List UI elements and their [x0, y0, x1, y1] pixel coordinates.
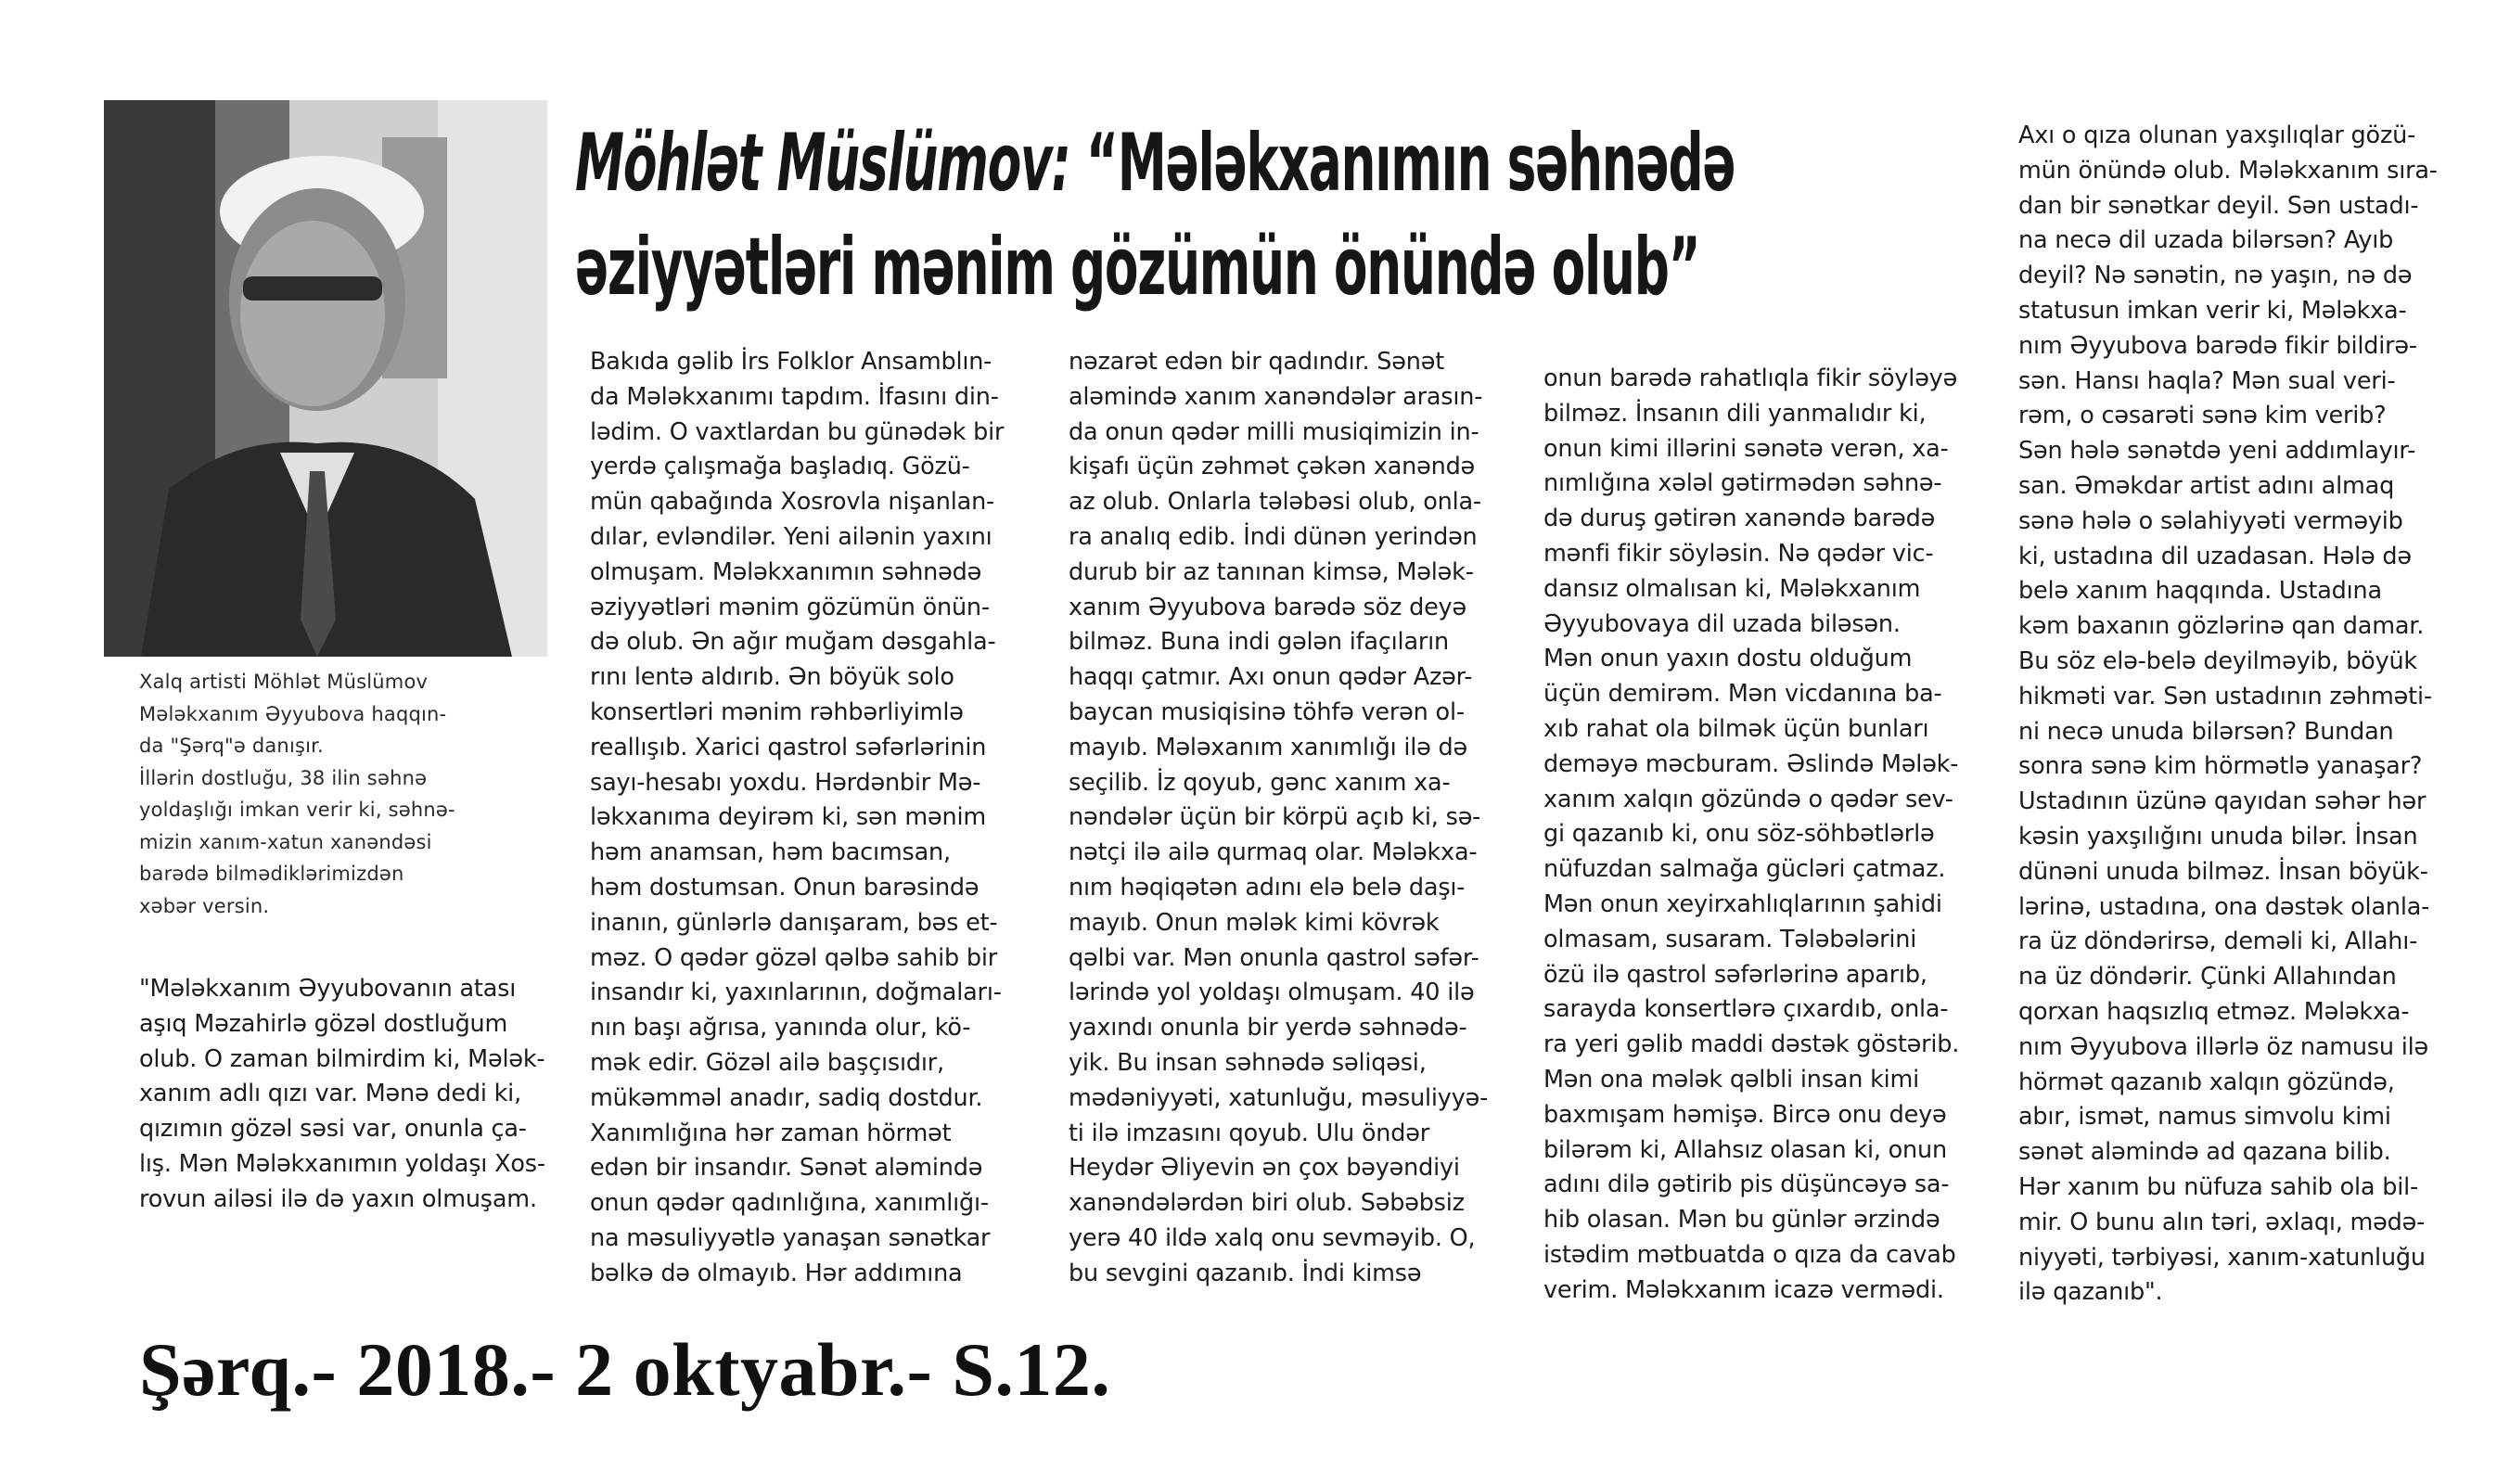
article-text-line: yik. Bu insan səhnədə səliqəsi,: [1069, 1048, 1427, 1077]
article-text-line: rəm, o cəsarəti sənə kim verib?: [2018, 402, 2387, 430]
article-text-line: hib olasan. Mən bu günlər ərzində: [1543, 1206, 1940, 1235]
article-text-line: mün önündə olub. Mələkxanım sıra-: [2018, 156, 2438, 185]
article-text-line: Sən hələ sənətdə yeni addımlayır-: [2018, 437, 2416, 466]
article-text-line: onun kimi illərini sənətə verən, xa-: [1543, 434, 1949, 463]
article-text-line: Mən onun yaxın dostu olduğum: [1543, 645, 1913, 673]
article-text-line: belə xanım haqqında. Ustadına: [2018, 577, 2382, 606]
article-text-line: xıb rahat ola bilmək üçün bunları: [1543, 714, 1929, 743]
article-column-2: [590, 345, 1004, 1292]
article-text-line: sarayda konsertlərə çıxardıb, onla-: [1543, 995, 1949, 1024]
article-text-line: Mən onun xeyirxahlıqlarının şahidi: [1543, 889, 1942, 918]
article-text-line: mayıb. Mələxanım xanımlığı ilə də: [1069, 733, 1468, 761]
article-text-line: haqqı çatmır. Axı onun qədər Azər-: [1069, 663, 1473, 692]
article-text-line: yaxındı onunla bir yerdə səhnədə-: [1069, 1014, 1467, 1043]
article-text-line: onun qədər qadınlığına, xanımlığı-: [590, 1189, 989, 1218]
article-text-line: deyil? Nə sənətin, nə yaşın, nə də: [2018, 262, 2413, 290]
article-text-line: olub. O zaman bilmirdim ki, Mələk-: [139, 1044, 545, 1073]
article-text-line: kəm baxanın gözlərinə qan damar.: [2018, 612, 2425, 641]
article-column-1: [139, 972, 545, 1218]
caption-line: Xalq artisti Möhlət Müslümov: [139, 671, 429, 693]
article-text-line: deməyə məcburam. Əslində Mələk-: [1543, 749, 1959, 778]
article-text-line: ki, ustadına dil uzadasan. Hələ də: [2018, 542, 2412, 570]
article-text-line: insandır ki, yaxınlarının, doğmaları-: [590, 979, 1002, 1007]
article-text-line: dünəni unuda bilməz. İnsan böyük-: [2018, 857, 2428, 886]
article-text-line: həm anamsan, həm bacımsan,: [590, 838, 951, 867]
article-text-line: onun barədə rahatlıqla fikir söyləyə: [1543, 365, 1958, 392]
article-text-line: nətçi ilə ailə qurmaq olar. Mələkxa-: [1069, 838, 1478, 867]
article-text-line: xanım Əyyubova barədə söz deyə: [1069, 593, 1466, 621]
article-text-line: Bu söz elə-belə deyilməyib, böyük: [2018, 646, 2418, 675]
article-text-line: nım Əyyubova barədə fikir bildirə-: [2018, 331, 2417, 360]
article-text-line: xanım adlı qızı var. Mənə dedi ki,: [139, 1080, 521, 1108]
article-text-line: nəzarət edən bir qadındır. Sənət: [1069, 348, 1445, 376]
article-text-line: yerə 40 ildə xalq onu sevməyib. O,: [1069, 1223, 1476, 1252]
article-text-line: ləkxanıma deyirəm ki, sən mənim: [590, 803, 986, 832]
article-text-line: rını lentə aldırıb. Ən böyük solo: [590, 663, 954, 692]
article-text-line: də duruş gətirən xanəndə barədə: [1543, 505, 1936, 533]
article-text-line: ra üz döndərirsə, deməli ki, Allahı-: [2018, 928, 2418, 956]
article-text-line: niyyəti, tərbiyəsi, xanım-xatunluğu: [2018, 1243, 2426, 1272]
article-text-line: kişafı üçün zəhmət çəkən xanəndə: [1069, 453, 1476, 481]
article-column-4: [1543, 362, 1959, 1309]
article-text-line: abır, ismət, namus simvolu kimi: [2018, 1103, 2391, 1132]
article-text-line: az olub. Onlarla tələbəsi olub, onla-: [1069, 488, 1481, 517]
article-text-line: dılar, evləndilər. Yeni ailənin yaxını: [590, 522, 992, 551]
article-text-line: nım həqiqətən adını elə belə daşı-: [1069, 873, 1466, 902]
article-text-line: kəsin yaxşılığını unuda bilər. İnsan: [2018, 822, 2418, 851]
article-text-line: sənət aləmində ad qazana bilib.: [2018, 1138, 2391, 1167]
article-text-line: nımlığına xələl gətirmədən səhnə-: [1543, 469, 1942, 498]
article-text-line: yerdə çalışmağa başladıq. Gözü-: [590, 453, 970, 481]
article-text-line: Mən ona mələk qəlbli insan kimi: [1543, 1065, 1920, 1094]
portrait-photo: [104, 100, 547, 657]
article-text-line: rovun ailəsi ilə də yaxın olmuşam.: [139, 1184, 537, 1213]
article-text-line: sən. Hansı haqla? Mən sual veri-: [2018, 366, 2396, 395]
article-text-line: ra analıq edib. İndi dünən yerindən: [1069, 522, 1478, 551]
article-text-line: adını dilə gətirib pis düşüncəyə sa-: [1543, 1171, 1950, 1199]
article-text-line: xanım xalqın gözündə o qədər sev-: [1543, 785, 1953, 813]
caption-line: xəbər versin.: [139, 894, 270, 917]
article-text-line: lış. Mən Mələkxanımın yoldaşı Xos-: [139, 1149, 545, 1178]
article-text-line: nəndələr üçün bir körpü açıb ki, sə-: [1069, 803, 1481, 832]
headline-quote-start: “Mələkxanımın səhnədə: [1085, 117, 1735, 210]
article-text-line: ilə qazanıb".: [2018, 1278, 2163, 1307]
article-text-line: mün qabağında Xosrovla nişanlan-: [590, 488, 995, 517]
article-text-line: dan bir sənətkar deyil. Sən ustadı-: [2018, 191, 2419, 220]
article-text-line: lərinə, ustadına, ona dəstək olanla-: [2018, 892, 2430, 921]
article-text-line: üçün demirəm. Mən vicdanına ba-: [1543, 680, 1942, 709]
article-text-line: ra yeri gəlib maddi dəstək göstərib.: [1543, 1030, 1960, 1059]
article-text-line: hikməti var. Sən ustadının zəhməti-: [2018, 682, 2432, 710]
source-citation: Şərq.- 2018.- 2 oktyabr.- S.12.: [139, 1327, 1111, 1412]
article-text-line: na üz döndərir. Çünki Allahından: [2018, 963, 2397, 991]
article-text-line: na necə dil uzada bilərsən? Ayıb: [2018, 226, 2394, 255]
article-text-line: Ustadının üzünə qayıdan səhər hər: [2018, 787, 2427, 816]
article-text-line: baycan musiqisinə töhfə verən ol-: [1069, 697, 1465, 726]
article-text-line: konsertləri mənim rəhbərliyimlə: [590, 697, 964, 726]
article-text-line: xanəndələrdən biri olub. Səbəbsiz: [1069, 1189, 1465, 1218]
article-text-line: durub bir az tanınan kimsə, Mələk-: [1069, 557, 1474, 586]
portrait-illustration: [104, 100, 547, 657]
article-text-line: nüfuzdan salmağa gücləri çatmaz.: [1543, 855, 1946, 884]
article-text-line: nın başı ağrısa, yanında olur, kö-: [590, 1014, 971, 1043]
article-text-line: bilməz. İnsanın dili yanmalıdır ki,: [1543, 399, 1927, 428]
caption-line: da "Şərq"ə danışır.: [139, 735, 324, 757]
article-text-line: bilərəm ki, Allahsız olasan ki, onun: [1543, 1135, 1947, 1164]
article-text-line: aşıq Məzahirlə gözəl dostluğum: [139, 1009, 508, 1038]
article-text-line: seçilib. İz qoyub, gənc xanım xa-: [1069, 768, 1451, 797]
article-text-line: özü ilə qastrol səfərlərinə aparıb,: [1543, 960, 1927, 989]
article-text-line: olmuşam. Mələkxanımın səhnədə: [590, 557, 982, 586]
article-text-line: mədəniyyəti, xatunluğu, məsuliyyə-: [1069, 1083, 1489, 1112]
article-text-line: olmasam, susaram. Tələbələrini: [1543, 925, 1917, 953]
article-text-line: "Mələkxanım Əyyubovanın atası: [139, 975, 517, 1003]
caption-line: İllərin dostluğu, 38 ilin səhnə: [139, 766, 428, 789]
article-text-line: qorxan haqsızlıq etməz. Mələkxa-: [2018, 997, 2410, 1026]
article-text-line: sənə hələ o səlahiyyəti verməyib: [2018, 506, 2403, 535]
headline-line-2: əziyyətləri mənim gözümün önündə olub”: [575, 221, 1700, 313]
article-text-line: da onun qədər milli musiqimizin in-: [1069, 417, 1479, 446]
caption-line: yoldaşlığı imkan verir ki, səhnə-: [139, 799, 455, 821]
article-text-line: Heydər Əliyevin ən çox bəyəndiyi: [1069, 1154, 1460, 1183]
article-text-line: mayıb. Onun mələk kimi kövrək: [1069, 908, 1440, 937]
article-text-line: mükəmməl anadır, sadiq dostdur.: [590, 1083, 983, 1112]
article-text-line: Bakıda gəlib İrs Folklor Ansamblın-: [590, 348, 992, 376]
article-text-line: qəlbi var. Mən onunla qastrol səfər-: [1069, 943, 1479, 972]
article-text-line: qızımın gözəl səsi var, onunla ça-: [139, 1115, 527, 1144]
caption-line: barədə bilmədiklərimizdən: [139, 863, 404, 885]
article-text-line: dansız olmalısan ki, Mələkxanım: [1543, 574, 1921, 603]
headline-line-1: [575, 111, 1735, 215]
photo-caption: [139, 666, 557, 922]
article-text-line: baxmışam həmişə. Bircə onu deyə: [1543, 1100, 1947, 1129]
article-text-line: əziyyətləri mənim gözümün önün-: [590, 593, 990, 621]
article-text-line: lədim. O vaxtlardan bu günədək bir: [590, 417, 1005, 446]
article-text-line: mənfi fikir söyləsin. Nə qədər vic-: [1543, 539, 1934, 568]
article-text-line: verim. Mələkxanım icazə vermədi.: [1543, 1275, 1944, 1304]
article-text-line: da Mələkxanımı tapdım. İfasını din-: [590, 382, 999, 411]
article-text-line: Əyyubovaya dil uzada biləsən.: [1543, 609, 1901, 638]
article-text-line: na məsuliyyətlə yanaşan sənətkar: [590, 1223, 991, 1252]
article-text-line: bu sevgini qazanıb. İndi kimsə: [1069, 1259, 1422, 1287]
caption-line: mizin xanım-xatun xanəndəsi: [139, 830, 432, 853]
article-text-line: gi qazanıb ki, onu söz-söhbətlərlə: [1543, 820, 1935, 849]
article-text-line: bəlkə də olmayıb. Hər addımına: [590, 1259, 963, 1287]
article-text-line: ni necə unuda bilərsən? Bundan: [2018, 717, 2394, 746]
article-text-line: Axı o qıza olunan yaxşılıqlar gözü-: [2018, 122, 2416, 149]
article-text-line: mir. O bunu alın təri, əxlaqı, mədə-: [2018, 1208, 2426, 1236]
article-text-line: san. Əməkdar artist adını almaq: [2018, 471, 2395, 500]
article-text-line: məz. O qədər gözəl qəlbə sahib bir: [590, 943, 998, 972]
article-text-line: də olub. Ən ağır muğam dəsgahla-: [590, 628, 996, 657]
article-text-line: mək edir. Gözəl ailə başçısıdır,: [590, 1048, 944, 1077]
article-text-line: reallışıb. Xarici qastrol səfərlərinin: [590, 733, 987, 761]
article-column-5: [2018, 119, 2438, 1311]
article-text-line: həm dostumsan. Onun barəsində: [590, 873, 980, 902]
article-text-line: lərində yol yoldaşı olmuşam. 40 ilə: [1069, 979, 1475, 1007]
headline-author: Möhlət Müslümov:: [575, 117, 1070, 210]
article-text-line: inanın, günlərlə danışaram, bəs et-: [590, 908, 998, 937]
caption-line: Mələkxanım Əyyubova haqqın-: [139, 702, 447, 725]
article-text-line: nım Əyyubova illərlə öz namusu ilə: [2018, 1032, 2429, 1061]
article-text-line: ti ilə imzasını qoyub. Ulu öndər: [1069, 1119, 1429, 1147]
article-column-3: [1069, 345, 1488, 1292]
article-text-line: bilməz. Buna indi gələn ifaçıların: [1069, 628, 1450, 657]
article-text-line: Xanımlığına hər zaman hörmət: [590, 1119, 952, 1147]
article-text-line: Hər xanım bu nüfuza sahib ola bil-: [2018, 1172, 2419, 1201]
article-text-line: statusun imkan verir ki, Mələkxa-: [2018, 296, 2407, 325]
article-text-line: edən bir insandır. Sənət aləmində: [590, 1154, 983, 1183]
article-text-line: aləmində xanım xanəndələr arasın-: [1069, 382, 1483, 411]
article-text-line: hörmət qazanıb xalqın gözündə,: [2018, 1068, 2395, 1096]
article-text-line: sayı-hesabı yoxdu. Hərdənbir Mə-: [590, 768, 981, 797]
article-text-line: istədim mətbuatda o qıza da cavab: [1543, 1240, 1956, 1269]
article-headline: [575, 111, 1735, 319]
article-text-line: sonra sənə kim hörmətlə yanaşar?: [2018, 752, 2423, 781]
